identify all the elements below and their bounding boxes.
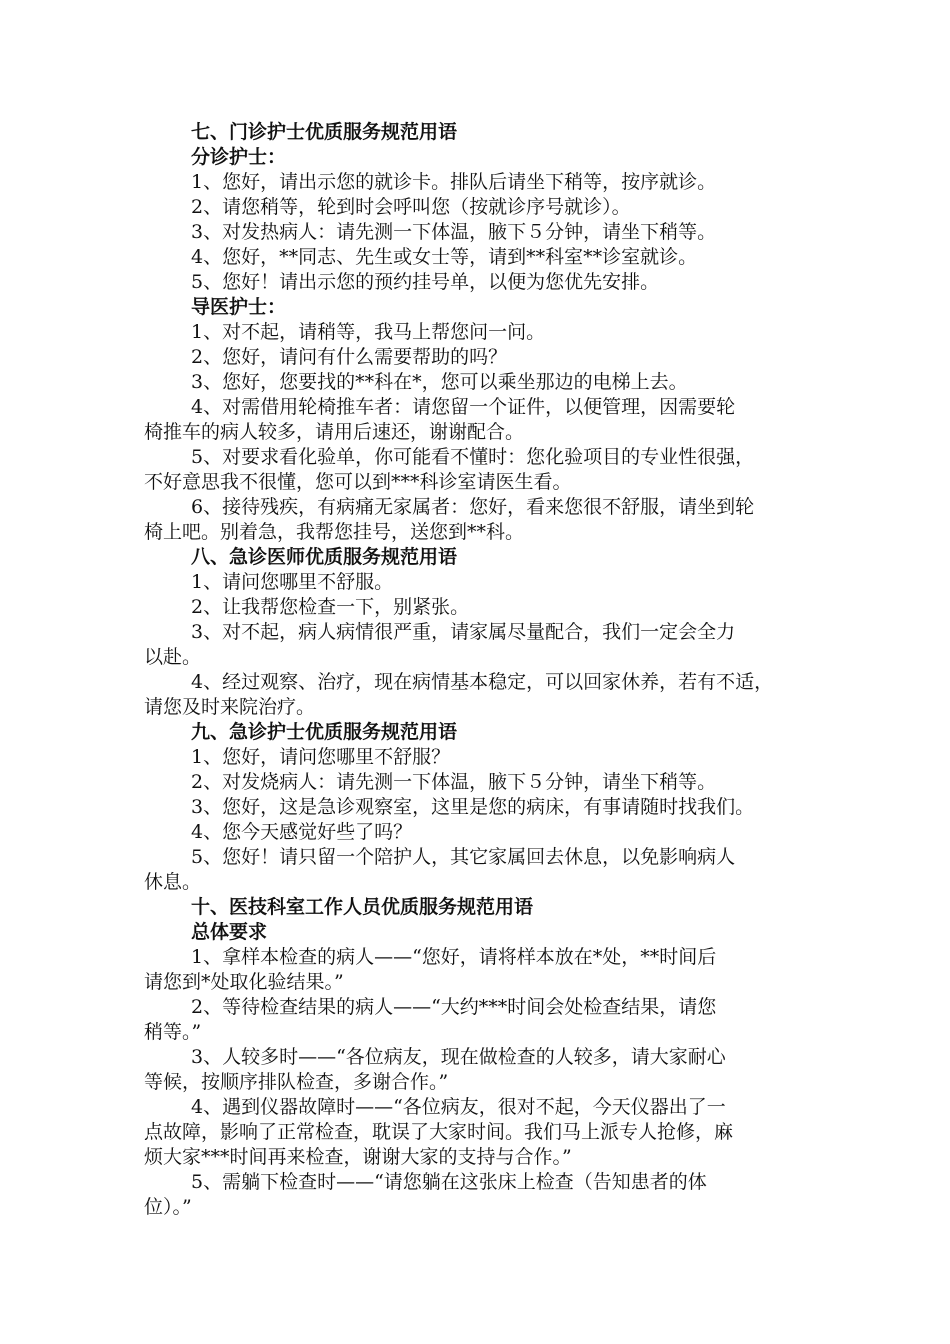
section-heading: 九、急诊护士优质服务规范用语 [191,721,458,743]
list-item: 3、对发热病人：请先测一下体温，腋下５分钟，请坐下稍等。 [191,221,717,243]
list-item: 1、您好，请问您哪里不舒服？ [191,746,451,768]
list-item-continuation: 点故障，影响了正常检查，耽误了大家时间。我们马上派专人抢修，麻 [144,1121,734,1143]
list-item: 3、您好，您要找的**科在*，您可以乘坐那边的电梯上去。 [191,371,688,393]
list-item: 3、对不起，病人病情很严重，请家属尽量配合，我们一定会全力 [191,621,736,643]
list-item: 1、对不起，请稍等，我马上帮您问一问。 [191,321,546,343]
list-item-continuation: 烦大家***时间再来检查，谢谢大家的支持与合作。” [144,1146,572,1168]
list-item: 2、请您稍等，轮到时会呼叫您（按就诊序号就诊）。 [191,196,631,218]
list-item-continuation: 请您及时来院治疗。 [144,696,316,718]
subsection-heading: 分诊护士： [191,146,287,168]
list-item: 4、对需借用轮椅推车者：请您留一个证件，以便管理，因需要轮 [191,396,736,418]
list-item: 2、让我帮您检查一下，别紧张。 [191,596,470,618]
list-item: 5、需躺下检查时——“请您躺在这张床上检查（告知患者的体 [191,1171,707,1193]
list-item-continuation: 等候，按顺序排队检查，多谢合作。” [144,1071,449,1093]
list-item-continuation: 请您到*处取化验结果。” [144,971,344,993]
section-heading: 八、急诊医师优质服务规范用语 [191,546,458,568]
list-item-continuation: 休息。 [144,871,202,893]
list-item: 2、等待检查结果的病人——“大约***时间会处检查结果，请您 [191,996,717,1018]
list-item: 5、您好！请只留一个陪护人，其它家属回去休息，以免影响病人 [191,846,736,868]
list-item: 4、您好，**同志、先生或女士等，请到**科室**诊室就诊。 [191,246,698,268]
list-item-continuation: 以赴。 [144,646,202,668]
list-item: 1、您好，请出示您的就诊卡。排队后请坐下稍等，按序就诊。 [191,171,717,193]
list-item-continuation: 稍等。” [144,1021,202,1043]
list-item-continuation: 不好意思我不很懂，您可以到***科诊室请医生看。 [144,471,572,493]
section-heading: 十、医技科室工作人员优质服务规范用语 [191,896,534,918]
list-item: 4、经过观察、治疗，现在病情基本稳定，可以回家休养，若有不适， [191,671,774,693]
list-item: 4、您今天感觉好些了吗？ [191,821,413,843]
list-item: 4、遇到仪器故障时——“各位病友，很对不起，今天仪器出了一 [191,1096,726,1118]
list-item: 2、您好，请问有什么需要帮助的吗？ [191,346,508,368]
section-heading: 七、门诊护士优质服务规范用语 [191,121,458,143]
subsection-heading: 导医护士： [191,296,287,318]
list-item-continuation: 椅上吧。别着急，我帮您挂号，送您到**科。 [144,521,525,543]
list-item: 5、您好！请出示您的预约挂号单，以便为您优先安排。 [191,271,660,293]
list-item-continuation: 位）。” [144,1196,192,1218]
list-item: 1、拿样本检查的病人——“您好，请将样本放在*处，**时间后 [191,946,717,968]
list-item: 3、您好，这是急诊观察室，这里是您的病床，有事请随时找我们。 [191,796,755,818]
list-item: 1、请问您哪里不舒服。 [191,571,394,593]
document-body [144,120,812,1220]
list-item: 2、对发烧病人：请先测一下体温，腋下５分钟，请坐下稍等。 [191,771,717,793]
list-item: 3、人较多时——“各位病友，现在做检查的人较多，请大家耐心 [191,1046,726,1068]
list-item: 5、对要求看化验单，你可能看不懂时：您化验项目的专业性很强， [191,446,755,468]
subsection-heading: 总体要求 [191,921,268,943]
list-item: 6、接待残疾，有病痛无家属者：您好，看来您很不舒服，请坐到轮 [191,496,755,518]
list-item-continuation: 椅推车的病人较多，请用后速还，谢谢配合。 [144,421,525,443]
